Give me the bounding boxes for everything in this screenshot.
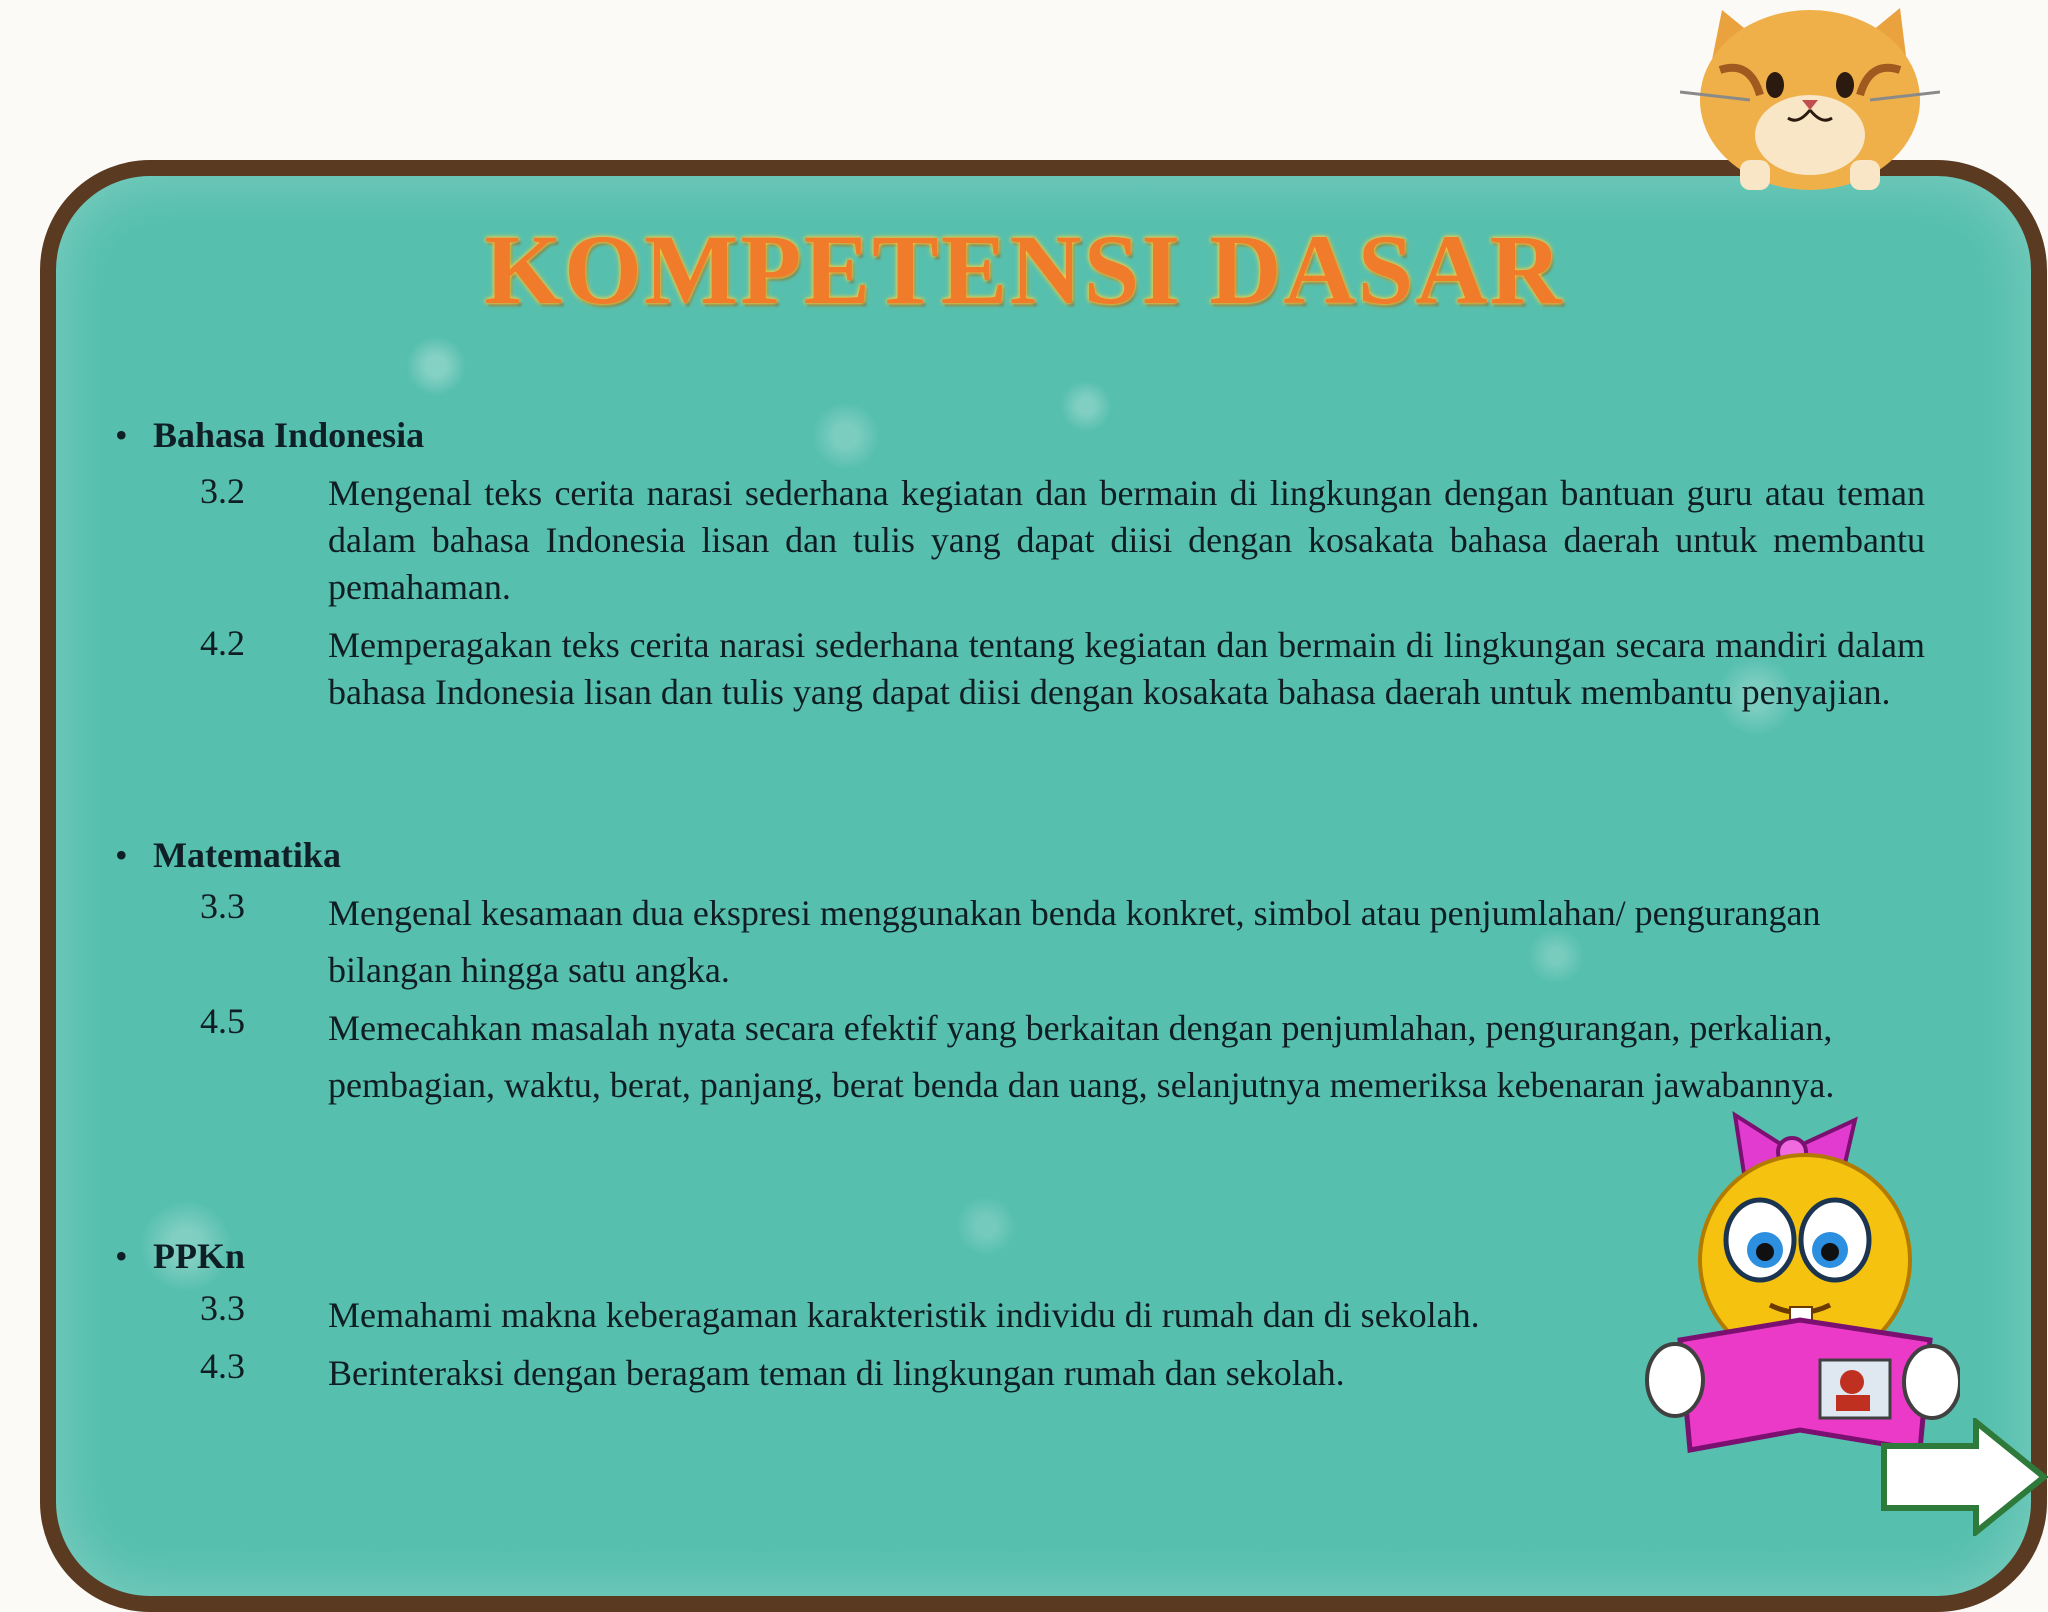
reading-girl-icon <box>1640 1110 1960 1460</box>
subject-heading <box>115 834 341 876</box>
competency-number: 3.3 <box>200 1288 245 1328</box>
subject-heading <box>115 414 425 456</box>
bullet: • <box>115 835 128 875</box>
competency-text: Mengenal kesamaan dua ekspresi menggunakan benda konkret, simbol atau penjumlahan/ pengurangan bilangan hingga satu angka. <box>328 893 1821 990</box>
competency-text: Memperagakan teks cerita narasi sederhana tentang kegiatan dan bermain di lingkungan secara mandiri dalam bahasa Indonesia lisan dan tulis yang dapat diisi dengan kosakata bahasa daerah untuk membantu penyajian. <box>328 625 1925 712</box>
competency-text: Memahami makna keberagaman karakteristik individu di rumah dan di sekolah. <box>328 1295 1480 1335</box>
subject-heading <box>115 1235 246 1277</box>
slide-title: KOMPETENSI DASAR <box>484 214 1564 325</box>
subject-label: Matematika <box>153 835 341 875</box>
subject-label: PPKn <box>153 1236 246 1276</box>
competency-number: 4.5 <box>200 1001 245 1041</box>
competency-text: Berinteraksi dengan beragam teman di lingkungan rumah dan sekolah. <box>328 1353 1345 1393</box>
competency-number: 4.2 <box>200 623 245 663</box>
bullet: • <box>115 1236 128 1276</box>
competency-number: 3.2 <box>200 471 245 511</box>
competency-text: Memecahkan masalah nyata secara efektif yang berkaitan dengan penjumlahan, pengurangan, perkalian, pembagian, waktu, berat, panjang, berat benda dan uang, selanjutnya memeriksa kebenaran jawabannya. <box>328 1008 1835 1105</box>
competency-text: Mengenal teks cerita narasi sederhana kegiatan dan bermain di lingkungan dengan bantuan guru atau teman dalam bahasa Indonesia lisan dan tulis yang dapat diisi dengan kosakata bahasa daerah untuk membantu pemahaman. <box>328 473 1925 607</box>
competency-number: 4.3 <box>200 1346 245 1386</box>
bullet: • <box>115 415 128 455</box>
next-arrow-icon[interactable] <box>1880 1418 2048 1536</box>
subject-label: Bahasa Indonesia <box>153 415 425 455</box>
competency-number: 3.3 <box>200 886 245 926</box>
